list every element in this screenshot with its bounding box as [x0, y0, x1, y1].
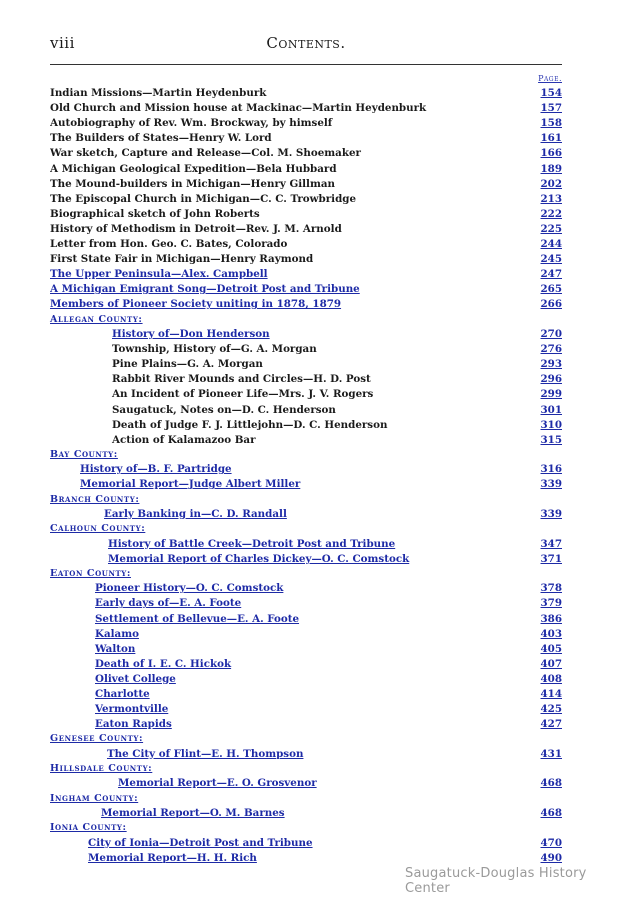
toc-entry[interactable] [50, 806, 562, 821]
toc-entry-page[interactable]: 202 [526, 177, 562, 192]
toc-entry-title: Rabbit River Mounds and Circles—H. D. Post [112, 373, 371, 386]
section-heading: Branch County: [50, 493, 140, 505]
toc-entry[interactable] [50, 162, 562, 177]
toc-entry-page[interactable]: 222 [526, 207, 562, 222]
toc-entry-title: An Incident of Pioneer Life—Mrs. J. V. Rogers [112, 388, 374, 401]
toc-entry-title: History of—Don Henderson [112, 328, 270, 340]
toc-entry-title: Death of Judge F. J. Littlejohn—D. C. Henderson [112, 418, 388, 431]
toc-entry-page[interactable]: 154 [526, 86, 562, 101]
toc-entry[interactable] [50, 86, 562, 101]
toc-entry-page[interactable]: 265 [526, 282, 562, 297]
toc-entry-page[interactable]: 310 [526, 418, 562, 433]
toc-entry-page[interactable]: 158 [526, 116, 562, 131]
toc-entry-page[interactable]: 378 [526, 581, 562, 596]
watermark: Saugatuck-Douglas History Center [405, 866, 587, 896]
toc-entry-page[interactable]: 166 [526, 146, 562, 161]
toc-entry-title: The City of Flint—E. H. Thompson [107, 747, 304, 760]
toc-entry-title: The Mound-builders in Michigan—Henry Gillman [50, 177, 336, 190]
toc-entry[interactable] [50, 687, 562, 702]
toc-entry-title: Olivet College [95, 672, 176, 685]
toc-entry-page[interactable]: 270 [526, 327, 562, 342]
toc-entry-page[interactable]: 296 [526, 372, 562, 387]
section-heading: Ingham County: [50, 792, 139, 804]
toc-entry-title: Action of Kalamazoo Bar [112, 433, 256, 446]
toc-entry-title: Pine Plains—G. A. Morgan [112, 358, 263, 371]
toc-entry-page[interactable]: 293 [526, 357, 562, 372]
toc-entry[interactable] [50, 403, 562, 418]
toc-entry-page[interactable]: 407 [526, 657, 562, 672]
toc-entry[interactable] [50, 282, 562, 297]
toc-entry-page[interactable]: 157 [526, 101, 562, 116]
toc-entry[interactable] [50, 581, 562, 596]
toc-entry[interactable] [50, 702, 562, 717]
toc-entry-page[interactable]: 468 [526, 776, 562, 791]
toc-entry-title: Settlement of Bellevue—E. A. Foote [95, 612, 300, 625]
toc-entry[interactable] [50, 372, 562, 387]
toc-entry[interactable] [50, 131, 562, 146]
toc-entry-title: The Episcopal Church in Michigan—C. C. Trowbridge [50, 192, 357, 205]
toc-entry[interactable] [50, 418, 562, 433]
toc-entry-page[interactable]: 244 [526, 237, 562, 252]
toc-entry[interactable] [50, 552, 562, 567]
toc-entry-page[interactable]: 301 [526, 403, 562, 418]
toc-entry-page[interactable]: 425 [526, 702, 562, 717]
toc-entry[interactable] [50, 116, 562, 131]
toc-entry-title: Pioneer History—O. C. Comstock [95, 582, 284, 595]
toc-entry-page[interactable]: 213 [526, 192, 562, 207]
toc-entry[interactable] [50, 717, 562, 732]
toc-entry[interactable] [50, 357, 562, 372]
section-heading: Eaton County: [50, 567, 131, 579]
toc-entry-page[interactable]: 427 [526, 717, 562, 732]
toc-entry-title: Memorial Report of Charles Dickey—O. C. Comstock [108, 552, 410, 565]
toc-entry-page[interactable]: 490 [526, 851, 562, 866]
toc-entry[interactable] [50, 851, 562, 866]
toc-entry[interactable] [50, 627, 562, 642]
toc-entry-page[interactable]: 347 [526, 537, 562, 552]
toc-entry[interactable] [50, 462, 562, 477]
toc-entry-page[interactable]: 470 [526, 836, 562, 851]
toc-entry-title: Biographical sketch of John Roberts [50, 207, 260, 220]
toc-entry-title: Kalamo [95, 627, 139, 640]
toc-entry[interactable] [50, 657, 562, 672]
toc-entry-title: Memorial Report—E. O. Grosvenor [118, 777, 317, 790]
toc-entry[interactable] [50, 642, 562, 657]
toc-entry-title: Death of I. E. C. Hickok [95, 657, 232, 670]
toc-entry[interactable] [50, 327, 562, 342]
toc-entry-page[interactable]: 316 [526, 462, 562, 477]
toc-entry-page[interactable]: 189 [526, 162, 562, 177]
toc-entry-title: Charlotte [95, 688, 150, 700]
toc-entry-title: Memorial Report—Judge Albert Miller [80, 478, 301, 491]
toc-entry-title: Letter from Hon. Geo. C. Bates, Colorado [50, 238, 288, 250]
toc-entry[interactable] [50, 477, 562, 492]
section-heading: Ionia County: [50, 822, 127, 834]
toc-entry-page[interactable]: 371 [526, 552, 562, 567]
toc-entry-page[interactable]: 386 [526, 612, 562, 627]
toc-entry-title: Eaton Rapids [95, 718, 172, 731]
toc-entry-page[interactable]: 339 [526, 477, 562, 492]
toc-entry-title: Old Church and Mission house at Mackinac—Martin Heydenburk [50, 102, 427, 115]
toc-entry[interactable] [50, 342, 562, 357]
toc-entry-title: A Michigan Geological Expedition—Bela Hubbard [50, 162, 337, 175]
toc-entry-page[interactable]: 414 [526, 687, 562, 702]
page-column-label: Page. [538, 74, 562, 83]
toc-entry[interactable] [50, 297, 562, 312]
toc-entry-title: Township, History of—G. A. Morgan [112, 343, 317, 356]
page-number: viii [50, 34, 75, 52]
toc-entry-page[interactable]: 403 [526, 627, 562, 642]
toc-entry[interactable] [50, 267, 562, 282]
toc-entry-title: The Upper Peninsula—Alex. Campbell [50, 268, 268, 281]
toc-entry[interactable] [50, 612, 562, 627]
toc-entry-title: A Michigan Emigrant Song—Detroit Post and Tribune [50, 283, 360, 296]
toc-entry[interactable] [50, 146, 562, 161]
toc-entry-page[interactable]: 225 [526, 222, 562, 237]
section-heading: Bay County: [50, 448, 118, 460]
toc-entry-title: History of Methodism in Detroit—Rev. J. M. Arnold [50, 222, 342, 235]
toc-entry-title: Memorial Report—H. H. Rich [88, 851, 257, 864]
toc-entry-title: History of—B. F. Partridge [80, 463, 232, 476]
toc-entry[interactable] [50, 237, 562, 252]
toc-entry-page[interactable]: 276 [526, 342, 562, 357]
page-title: Contents. [266, 34, 346, 52]
toc-entry-page[interactable]: 431 [526, 747, 562, 762]
toc-entry[interactable] [50, 537, 562, 552]
toc-entry-title: Early Banking in—C. D. Randall [104, 508, 287, 520]
toc-entry-page[interactable]: 247 [526, 267, 562, 282]
toc-entry-title: War sketch, Capture and Release—Col. M. Shoemaker [50, 147, 361, 160]
toc-entry[interactable] [50, 507, 562, 522]
section-heading: Hillsdale County: [50, 762, 153, 774]
toc-entry-page[interactable]: 161 [526, 131, 562, 146]
header-rule [50, 64, 562, 65]
toc-entry[interactable] [50, 836, 562, 851]
section-heading: Calhoun County: [50, 523, 146, 535]
toc-entry[interactable] [50, 101, 562, 116]
toc-entry[interactable] [50, 776, 562, 791]
toc-entry-page[interactable]: 245 [526, 252, 562, 267]
toc-entry-title: Saugatuck, Notes on—D. C. Henderson [112, 403, 336, 416]
page-header [50, 34, 562, 58]
toc-entry[interactable] [50, 222, 562, 237]
toc-entry-page[interactable]: 315 [526, 433, 562, 448]
toc-entry-title: Early days of—E. A. Foote [95, 597, 242, 610]
toc-entry-page[interactable]: 379 [526, 596, 562, 611]
toc-entry-title: Memorial Report—O. M. Barnes [101, 807, 285, 819]
toc-entry-title: Autobiography of Rev. Wm. Brockway, by himself [50, 117, 333, 130]
toc-entry[interactable] [50, 192, 562, 207]
toc-entry-page[interactable]: 266 [526, 297, 562, 312]
toc-entry[interactable] [50, 177, 562, 192]
toc-entry-page[interactable]: 299 [526, 387, 562, 402]
toc-entry-title: Vermontville [95, 703, 169, 716]
section-heading: Allegan County: [50, 313, 143, 325]
toc-entry-page[interactable]: 468 [526, 806, 562, 821]
toc-entry-title: City of Ionia—Detroit Post and Tribune [88, 836, 313, 849]
section-heading: Genesee County: [50, 733, 144, 745]
toc-entry-title: Walton [95, 642, 136, 655]
toc-entry[interactable] [50, 207, 562, 222]
toc-entry[interactable] [50, 252, 562, 267]
toc-entry-page[interactable]: 408 [526, 672, 562, 687]
toc-entry[interactable] [50, 387, 562, 402]
toc-entry[interactable] [50, 596, 562, 611]
toc-entry-page[interactable]: 405 [526, 642, 562, 657]
toc-entry-title: First State Fair in Michigan—Henry Raymond [50, 253, 314, 266]
toc-entry-title: The Builders of States—Henry W. Lord [50, 132, 272, 145]
toc-entry[interactable] [50, 747, 562, 762]
toc-entry-page[interactable]: 339 [526, 507, 562, 522]
toc-entry[interactable] [50, 672, 562, 687]
toc-entry-title: Indian Missions—Martin Heydenburk [50, 87, 267, 99]
toc-entry-title: Members of Pioneer Society uniting in 1878, 1879 [50, 298, 342, 311]
toc-entry-title: History of Battle Creek—Detroit Post and Tribune [108, 537, 396, 550]
toc-entry[interactable] [50, 433, 562, 448]
